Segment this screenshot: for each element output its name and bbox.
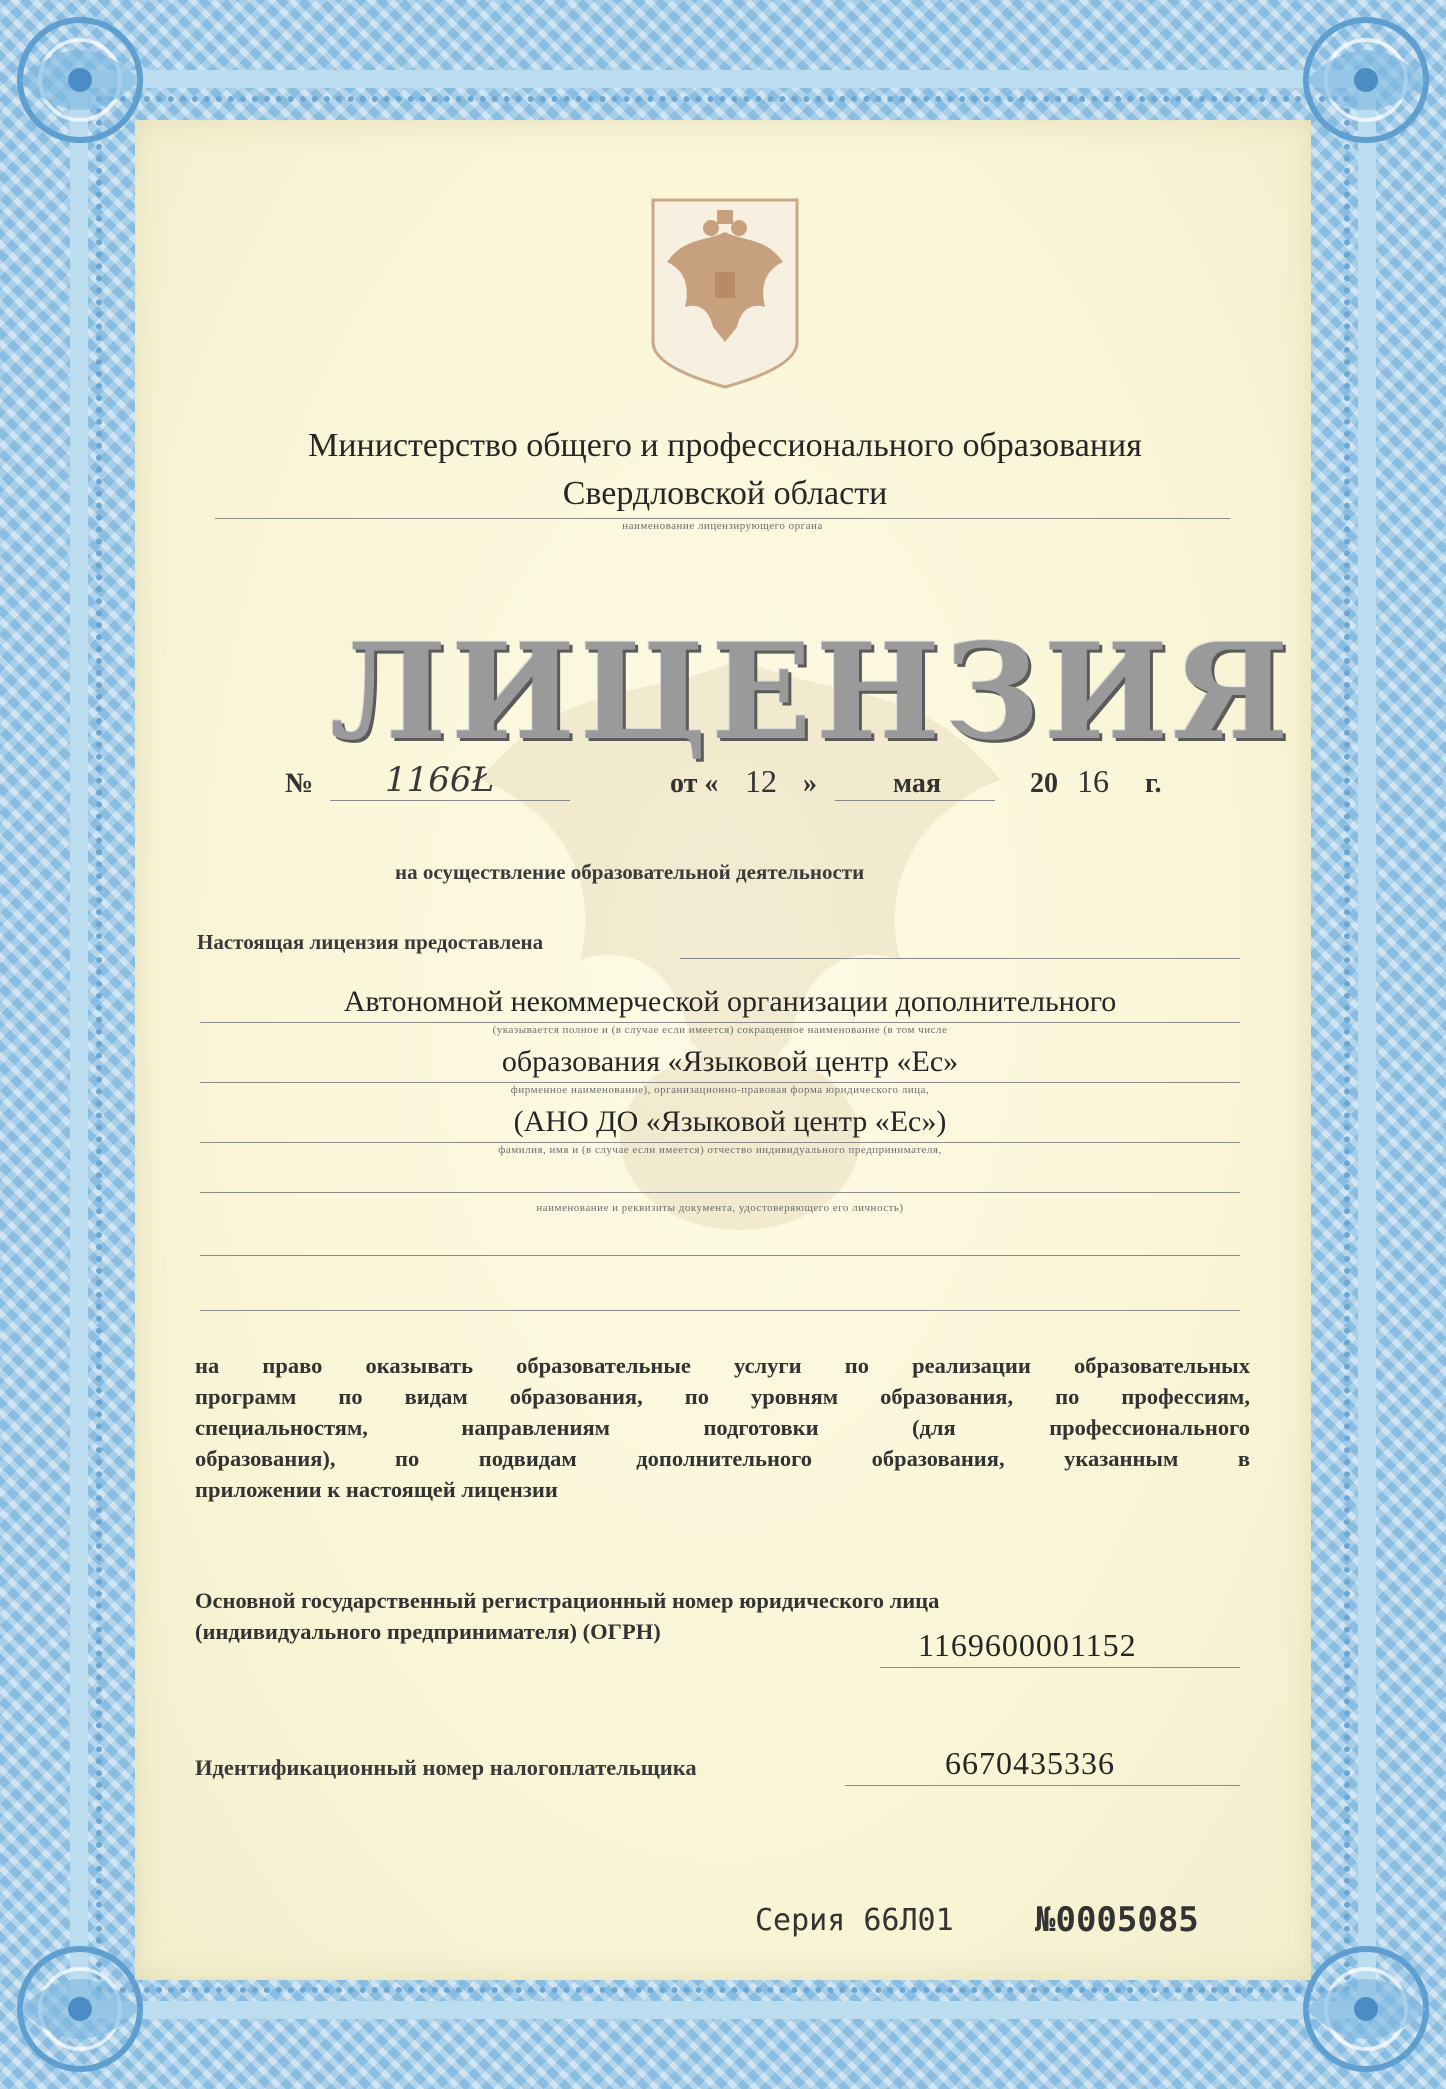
granted-underline [680,958,1240,959]
org-underline3 [200,1142,1240,1143]
rights-line: на право оказывать образовательные услуги по реализации образовательных [195,1353,1250,1378]
ogrn-line1: Основной государственный регистрационный номер юридического лица [195,1588,940,1613]
ministry-name-line1: Министерство общего и профессионального образования [308,427,1142,464]
inn-value: 6670435336 [945,1745,1115,1781]
ministry-caption: наименование лицензирующего органа [622,520,823,532]
inn-label: Идентификационный номер налогоплательщика [195,1755,697,1780]
org-name-line1: Автономной некоммерческой организации дополнительного [343,985,1117,1018]
license-number: 1166Ł [385,760,495,800]
ogrn-underline [880,1667,1240,1668]
date-day: 12 [745,763,777,799]
license-purpose: на осуществление образовательной деятельности [395,860,865,884]
month-underline [835,800,995,801]
rights-line: программ по видам образования, по уровням образования, по профессиям, [195,1384,1250,1409]
org-caption1: (указывается полное и (в случае если имеется) сокращенное наименование (в том числе [492,1024,948,1036]
date-year-prefix: 20 [1030,768,1058,799]
number-underline [330,800,570,801]
document-title: ЛИЦЕНЗИЯ [330,615,1293,770]
blank-underline3 [200,1310,1240,1311]
date-from-label: от « [670,768,719,799]
org-name-line3: (АНО ДО «Языковой центр «Ес») [513,1105,947,1138]
granted-label: Настоящая лицензия предоставлена [197,930,544,954]
ogrn-value: 1169600001152 [918,1627,1137,1663]
rights-paragraph [195,1350,1250,1505]
blank-underline1 [200,1192,1240,1193]
rights-line: образования), по подвидам дополнительного образования, указанным в [195,1446,1250,1471]
rights-line: приложении к настоящей лицензии [195,1477,558,1502]
blank-underline2 [200,1255,1240,1256]
russian-coat-of-arms-icon [645,192,805,392]
date-close-quote: » [803,768,817,799]
org-caption3: фамилия, имя и (в случае если имеется) отчество индивидуального предпринимателя, [498,1144,942,1156]
ministry-underline [215,518,1230,519]
series-label: Серия 66Л01 [755,1903,954,1938]
date-year-suffix: 16 [1077,763,1109,799]
org-caption2: фирменное наименование), организационно-правовая форма юридического лица, [510,1084,930,1096]
rights-line: специальностям, направлениям подготовки (для профессионального [195,1415,1250,1440]
serial-number: №0005085 [1035,1900,1199,1940]
ogrn-line2: (индивидуального предпринимателя) (ОГРН) [195,1619,661,1644]
org-name-line2: образования «Языковой центр «Ес» [501,1045,959,1078]
org-underline2 [200,1082,1240,1083]
date-month: мая [893,768,942,799]
date-year-end: г. [1145,768,1162,799]
number-label: № [285,768,314,799]
inn-underline [845,1785,1240,1786]
ministry-name-line2: Свердловской области [562,475,888,512]
org-caption4: наименование и реквизиты документа, удостоверяющего его личность) [536,1202,904,1214]
org-underline1 [200,1022,1240,1023]
